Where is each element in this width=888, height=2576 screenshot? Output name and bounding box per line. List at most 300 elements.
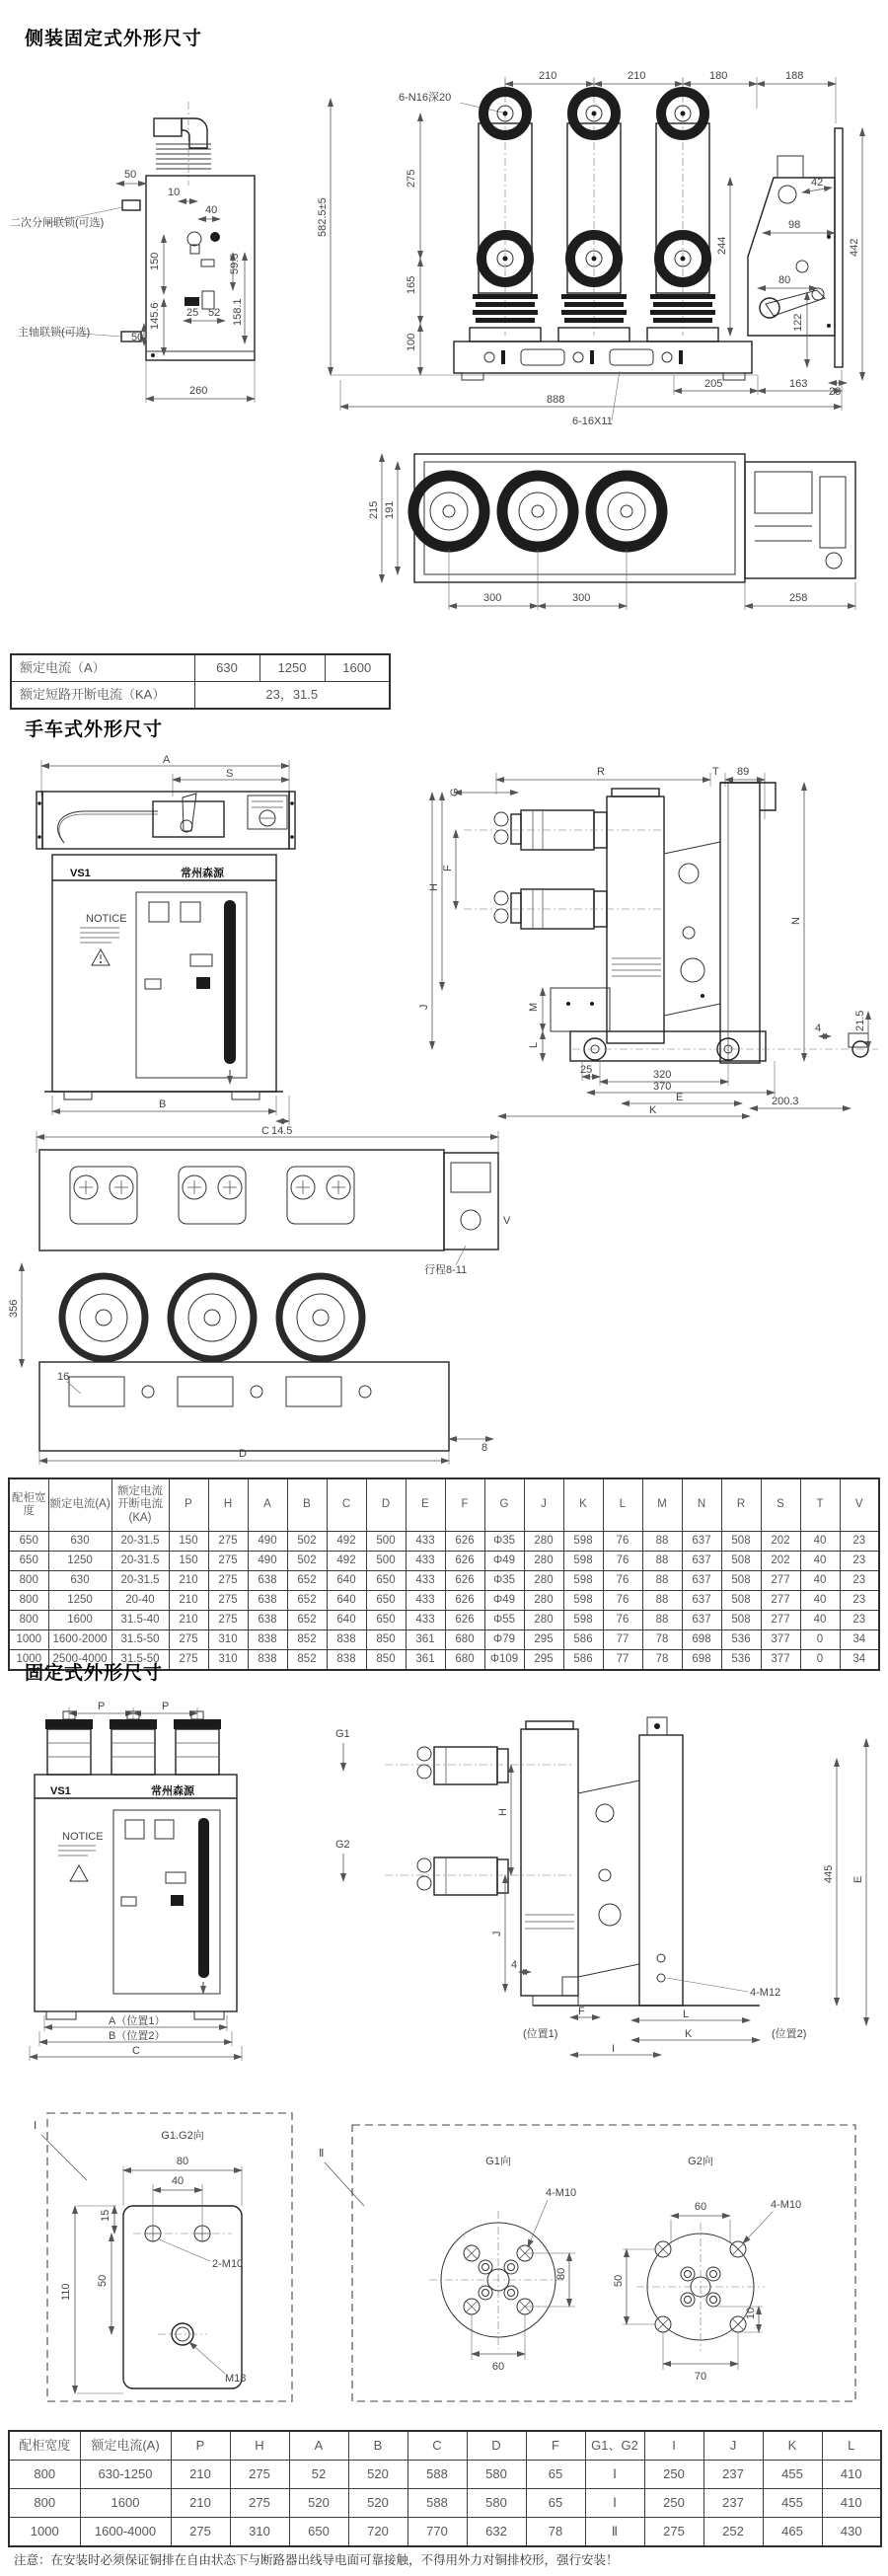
- dim-label: 150: [149, 252, 161, 270]
- cell: 650: [9, 1552, 48, 1571]
- cell: 310: [208, 1650, 248, 1671]
- bolt-callout: 4-M12: [750, 1987, 781, 1999]
- cell: 1600-2000: [48, 1630, 111, 1650]
- dim-label: 4: [815, 1023, 822, 1034]
- notice-label: NOTICE: [86, 913, 127, 925]
- cell: 1600: [48, 1611, 111, 1630]
- cell: 275: [208, 1591, 248, 1611]
- table-row: [9, 1571, 879, 1591]
- cell: 76: [603, 1611, 642, 1630]
- cell: 1000: [9, 1650, 48, 1671]
- insulator-circles: [8, 1263, 362, 1367]
- cell: 76: [603, 1552, 642, 1571]
- g2-flange: [613, 2199, 801, 2383]
- header-cell: N: [682, 1478, 721, 1532]
- header-cell: R: [721, 1478, 761, 1532]
- cell: 275: [230, 2489, 289, 2518]
- cell: 698: [682, 1630, 721, 1650]
- header-cell: K: [563, 1478, 603, 1532]
- g1-view-title: G1向: [485, 2156, 511, 2167]
- cell: 250: [644, 2489, 703, 2518]
- notice-label: NOTICE: [62, 1831, 104, 1843]
- cell: 588: [407, 2489, 467, 2518]
- g2-view-title: G2向: [688, 2156, 713, 2167]
- cell: 40: [800, 1571, 840, 1591]
- cell: 586: [563, 1630, 603, 1650]
- dim-label: 59.5: [229, 253, 241, 274]
- g1-flange: [429, 2187, 576, 2373]
- cell: 23: [840, 1571, 879, 1591]
- cell: 520: [348, 2461, 407, 2489]
- cell: 490: [248, 1552, 287, 1571]
- dim-label: 14.5: [271, 1125, 293, 1137]
- dim-label: 188: [785, 70, 804, 82]
- plan-pole-circles: [413, 476, 662, 547]
- pos-label: (位置1): [523, 2028, 558, 2040]
- plan-mechanism: [745, 462, 855, 578]
- bottom-dimensions: [30, 2011, 242, 2061]
- cell: 额定短路开断电流（KA）: [11, 682, 194, 710]
- cell: Ⅰ: [585, 2489, 644, 2518]
- dim-label: 445: [823, 1864, 835, 1883]
- dim-label: D: [239, 1448, 247, 1460]
- cell: 280: [524, 1591, 563, 1611]
- cell: 433: [406, 1591, 445, 1611]
- cell: 508: [721, 1552, 761, 1571]
- cell: 77: [603, 1630, 642, 1650]
- cell: 40: [800, 1591, 840, 1611]
- header-cell: K: [763, 2431, 822, 2461]
- dim-label: N: [790, 917, 802, 925]
- header-cell: A: [289, 2431, 348, 2461]
- dim-label: 21.5: [854, 1010, 866, 1031]
- cell: 31.5-40: [111, 1611, 169, 1630]
- cell: 361: [406, 1650, 445, 1671]
- table-row: [9, 2489, 881, 2518]
- header-cell: P: [169, 1478, 208, 1532]
- brand-name: 常州森源: [181, 868, 224, 879]
- cell: 65: [526, 2461, 585, 2489]
- cell: 20-31.5: [111, 1571, 169, 1591]
- detail-title: G1.G2向: [161, 2130, 204, 2142]
- dim-label: 356: [8, 1299, 20, 1318]
- cell: 500: [366, 1532, 406, 1552]
- bottom-dimensions: [498, 1061, 851, 1116]
- bushings: [464, 810, 661, 929]
- base-channel: [454, 341, 752, 380]
- cell: 210: [171, 2489, 230, 2518]
- cell: 76: [603, 1591, 642, 1611]
- cell: 377: [761, 1650, 800, 1671]
- installation-note: 注意：在安装时必须保证铜排在自由状态下与断路器出线导电面可靠接触，不得用外力对铜排校形，强行安装！: [14, 2553, 619, 2567]
- rating-table: [10, 653, 391, 710]
- ann-secondary-label: 二次分闸联锁(可选): [10, 217, 105, 229]
- dim-label: G2: [335, 1839, 350, 1851]
- cell: 838: [248, 1650, 287, 1671]
- dim-label: H: [428, 883, 440, 891]
- cell: 23，31.5: [194, 682, 390, 710]
- section2-title: 手车式外形尺寸: [25, 720, 164, 740]
- dim-label: 582.5±5: [317, 197, 329, 237]
- cell: 492: [327, 1552, 366, 1571]
- cell: 23: [840, 1611, 879, 1630]
- cell: 652: [287, 1611, 327, 1630]
- cell: Φ79: [484, 1630, 524, 1650]
- dim-label: 25: [186, 307, 199, 319]
- cell: 536: [721, 1650, 761, 1671]
- cell: Φ55: [484, 1611, 524, 1630]
- detail-one-drawing: [30, 2107, 301, 2408]
- cell: 630: [48, 1532, 111, 1552]
- dim-label: J: [491, 1931, 503, 1936]
- cell: 40: [800, 1611, 840, 1630]
- cell: 637: [682, 1532, 721, 1552]
- dim-label: 50: [613, 2274, 625, 2287]
- breaker-panel: [35, 1775, 237, 2011]
- cell: 838: [327, 1630, 366, 1650]
- cell: 88: [642, 1571, 682, 1591]
- cell: Φ49: [484, 1591, 524, 1611]
- cell: 838: [327, 1650, 366, 1671]
- bolt-callout: 2-M10: [212, 2258, 244, 2270]
- cell: 598: [563, 1591, 603, 1611]
- cell: 800: [9, 2489, 80, 2518]
- brand-logo: VS1: [50, 1785, 71, 1797]
- top-frame: [37, 792, 295, 849]
- header-cell: 额定电流(A): [48, 1478, 111, 1532]
- dim-label: 442: [849, 238, 860, 257]
- cell: 626: [445, 1571, 484, 1591]
- header-cell: B: [348, 2431, 407, 2461]
- cell: 34: [840, 1650, 879, 1671]
- cell: 275: [644, 2518, 703, 2547]
- cell: 1600-4000: [80, 2518, 171, 2547]
- dim-label: 40: [171, 2175, 185, 2187]
- cell: 508: [721, 1571, 761, 1591]
- cell: 850: [366, 1650, 406, 1671]
- cell: 433: [406, 1552, 445, 1571]
- cell: 433: [406, 1532, 445, 1552]
- cell: Ⅰ: [585, 2461, 644, 2489]
- cell: 680: [445, 1650, 484, 1671]
- dim-label: 260: [189, 385, 208, 397]
- cell: 800: [9, 1611, 48, 1630]
- detail-tag: Ⅰ: [34, 2120, 37, 2132]
- dim-label: A（位置1）: [109, 2015, 166, 2027]
- table-row: [9, 2518, 881, 2547]
- dim-label: 23: [829, 386, 842, 398]
- cell: 40: [800, 1532, 840, 1552]
- interlock-shaft: [18, 325, 144, 343]
- cell: 20-31.5: [111, 1552, 169, 1571]
- bottom-dimensions: [39, 1439, 493, 1465]
- cell: 275: [169, 1650, 208, 1671]
- cell: 650: [366, 1571, 406, 1591]
- pole-1: [470, 79, 541, 341]
- body-and-frame: [551, 783, 878, 1063]
- cell: 586: [563, 1650, 603, 1671]
- dim-label: 191: [384, 500, 396, 519]
- cell: 361: [406, 1630, 445, 1650]
- dim-label: A: [163, 754, 171, 766]
- cell: 626: [445, 1591, 484, 1611]
- cell: 295: [524, 1650, 563, 1671]
- cell: 275: [208, 1552, 248, 1571]
- cell: 210: [169, 1571, 208, 1591]
- dim-label: 158.1: [232, 298, 244, 326]
- cell: 433: [406, 1611, 445, 1630]
- cell: 598: [563, 1532, 603, 1552]
- header-cell: V: [840, 1478, 879, 1532]
- cell: 1600: [80, 2489, 171, 2518]
- cell: 502: [287, 1552, 327, 1571]
- cell: 536: [721, 1630, 761, 1650]
- handcart-front-view-drawing: [35, 752, 301, 1137]
- cell: Φ49: [484, 1552, 524, 1571]
- center-callout: M18: [225, 2373, 247, 2385]
- dim-label: R: [597, 766, 605, 778]
- pole-3: [647, 79, 718, 341]
- cell: 295: [524, 1630, 563, 1650]
- cell: 626: [445, 1552, 484, 1571]
- dim-label: 165: [406, 275, 417, 294]
- cell: 626: [445, 1611, 484, 1630]
- header-cell: E: [406, 1478, 445, 1532]
- dim-label: 200.3: [772, 1096, 799, 1107]
- ann-shaft-label: 主轴联锁(可选): [18, 327, 91, 339]
- cell: Φ109: [484, 1650, 524, 1671]
- brand-name: 常州森源: [151, 1785, 194, 1797]
- bottom-dimension-row: [340, 370, 842, 427]
- cell: 465: [763, 2518, 822, 2547]
- dim-label: 300: [572, 592, 591, 604]
- cell: 52: [289, 2461, 348, 2489]
- cell: 275: [208, 1611, 248, 1630]
- cell: 410: [822, 2461, 881, 2489]
- header-cell: P: [171, 2431, 230, 2461]
- dim-label: 100: [406, 333, 417, 351]
- header-cell: F: [445, 1478, 484, 1532]
- table-header-row: [9, 1478, 879, 1532]
- cell: 20-40: [111, 1591, 169, 1611]
- table-row: [9, 1630, 879, 1650]
- cell: Ⅱ: [585, 2518, 644, 2547]
- body-and-frame: [521, 1717, 760, 2006]
- cell: 202: [761, 1552, 800, 1571]
- dim-label: 80: [176, 2156, 189, 2167]
- header-cell: J: [703, 2431, 763, 2461]
- dim-label: L: [528, 1041, 540, 1048]
- table-row: [9, 1611, 879, 1630]
- cell: 237: [703, 2461, 763, 2489]
- cell: 598: [563, 1571, 603, 1591]
- cell: 455: [763, 2461, 822, 2489]
- cell: 770: [407, 2518, 467, 2547]
- cell: 280: [524, 1532, 563, 1552]
- pos-label: (位置2): [772, 2028, 807, 2040]
- cell: 275: [171, 2518, 230, 2547]
- header-cell: B: [287, 1478, 327, 1532]
- dim-label: J: [418, 1004, 430, 1010]
- header-cell: T: [800, 1478, 840, 1532]
- cell: 310: [230, 2518, 289, 2547]
- header-cell: M: [642, 1478, 682, 1532]
- side-dimensions: [491, 1739, 866, 2025]
- conduit-elbow: [154, 102, 211, 186]
- dim-label: 210: [628, 70, 646, 82]
- cell: 77: [603, 1650, 642, 1671]
- header-cell: F: [526, 2431, 585, 2461]
- header-cell: D: [366, 1478, 406, 1532]
- cell: 1250: [48, 1552, 111, 1571]
- cell: 88: [642, 1591, 682, 1611]
- cell: 640: [327, 1571, 366, 1591]
- header-cell: J: [524, 1478, 563, 1532]
- header-cell: 配柜宽度: [9, 1478, 48, 1532]
- cell: 638: [248, 1591, 287, 1611]
- table-row: [9, 1552, 879, 1571]
- section1-title: 侧装固定式外形尺寸: [25, 29, 203, 49]
- dim-label: 215: [368, 500, 380, 519]
- dim-label: H: [497, 1808, 509, 1816]
- table-row: [11, 682, 390, 710]
- cell: 630-1250: [80, 2461, 171, 2489]
- dim-label: 98: [788, 219, 801, 231]
- dim-label: 60: [694, 2201, 707, 2213]
- dim-label: C: [132, 2045, 140, 2057]
- cell: 650: [9, 1532, 48, 1552]
- cell: 1000: [9, 1630, 48, 1650]
- cell: 31.5-50: [111, 1650, 169, 1671]
- dim-label: F: [442, 865, 454, 871]
- cell: 800: [9, 2461, 80, 2489]
- cell: 650: [366, 1591, 406, 1611]
- dim-label: T: [712, 766, 719, 778]
- cell: 280: [524, 1571, 563, 1591]
- cell: 637: [682, 1611, 721, 1630]
- dim-label: C: [261, 1125, 269, 1137]
- cell: 34: [840, 1630, 879, 1650]
- dim-label: 80: [778, 274, 791, 286]
- cell: 88: [642, 1532, 682, 1552]
- cell: 76: [603, 1532, 642, 1552]
- dim-label: F: [578, 2006, 585, 2017]
- dim-label: 50: [97, 2274, 109, 2287]
- cell: 637: [682, 1552, 721, 1571]
- dim-label: 205: [704, 378, 723, 390]
- cell: 280: [524, 1552, 563, 1571]
- detail-two-drawing: [311, 2117, 873, 2408]
- fixed-dimension-table: [8, 2430, 882, 2547]
- cell: 277: [761, 1571, 800, 1591]
- top-dimensions: [41, 754, 289, 796]
- cell: 652: [287, 1571, 327, 1591]
- cell: 275: [208, 1571, 248, 1591]
- dim-label: 110: [60, 2283, 72, 2301]
- header-cell: G1、G2: [585, 2431, 644, 2461]
- cell: Φ35: [484, 1571, 524, 1591]
- right-dimensions: [790, 783, 868, 1061]
- pole-2: [558, 79, 629, 341]
- handcart-plan-view-drawing: [10, 1125, 518, 1471]
- cell: 508: [721, 1532, 761, 1552]
- cell: 65: [526, 2489, 585, 2518]
- cell: 838: [248, 1630, 287, 1650]
- cell: 720: [348, 2518, 407, 2547]
- cell: 640: [327, 1611, 366, 1630]
- dim-label: 89: [737, 766, 750, 778]
- header-cell: H: [208, 1478, 248, 1532]
- cell: 580: [467, 2489, 526, 2518]
- dim-label: 180: [709, 70, 728, 82]
- cell: 508: [721, 1611, 761, 1630]
- dim-label: 888: [547, 394, 565, 406]
- dim-label: P: [162, 1701, 170, 1712]
- terminal-row: [39, 1150, 511, 1250]
- dim-label: 70: [694, 2371, 707, 2383]
- cell: 852: [287, 1630, 327, 1650]
- cell: 650: [366, 1611, 406, 1630]
- cell: 310: [208, 1630, 248, 1650]
- dim-label: B: [159, 1099, 167, 1110]
- dim-label: 40: [205, 204, 218, 216]
- fixed-side-view-drawing: [326, 1700, 883, 2067]
- cell: 630: [48, 1571, 111, 1591]
- cell: 275: [169, 1630, 208, 1650]
- cell: 598: [563, 1611, 603, 1630]
- detail-tag: Ⅱ: [319, 2148, 325, 2159]
- cell: 23: [840, 1552, 879, 1571]
- table-row: [9, 1591, 879, 1611]
- dim-label: I: [612, 2043, 616, 2055]
- cell: 277: [761, 1591, 800, 1611]
- cell: 210: [169, 1591, 208, 1611]
- cell: 280: [524, 1611, 563, 1630]
- cell: 588: [407, 2461, 467, 2489]
- dim-label: 210: [539, 70, 557, 82]
- dim-label: 60: [491, 2361, 505, 2373]
- header-cell: 额定电流(A): [80, 2431, 171, 2461]
- dim-label: 145.6: [149, 302, 161, 330]
- cell: 580: [467, 2461, 526, 2489]
- section3-title: 固定式外形尺寸: [25, 1663, 164, 1684]
- cell: 850: [366, 1630, 406, 1650]
- cell: 502: [287, 1532, 327, 1552]
- cell: 637: [682, 1571, 721, 1591]
- cell: 698: [682, 1650, 721, 1671]
- cell: 492: [327, 1532, 366, 1552]
- cell: 852: [287, 1650, 327, 1671]
- cell: 650: [289, 2518, 348, 2547]
- dim-label: 42: [811, 177, 824, 189]
- header-cell: D: [467, 2431, 526, 2461]
- cell: 1600: [325, 654, 390, 682]
- cell: 520: [348, 2489, 407, 2518]
- dim-label: E: [676, 1092, 684, 1103]
- cell: 76: [603, 1571, 642, 1591]
- cell: 800: [9, 1591, 48, 1611]
- dim-label: 10: [745, 2307, 757, 2319]
- dim-label: G1: [335, 1728, 350, 1740]
- cell: 23: [840, 1591, 879, 1611]
- cell: 额定电流（A）: [11, 654, 194, 682]
- dim-label: 300: [483, 592, 502, 604]
- dim-label: K: [649, 1104, 657, 1116]
- dim-label: E: [852, 1875, 864, 1883]
- cell: 598: [563, 1552, 603, 1571]
- cell: 40: [800, 1552, 840, 1571]
- detail-dimensions: [60, 2156, 246, 2393]
